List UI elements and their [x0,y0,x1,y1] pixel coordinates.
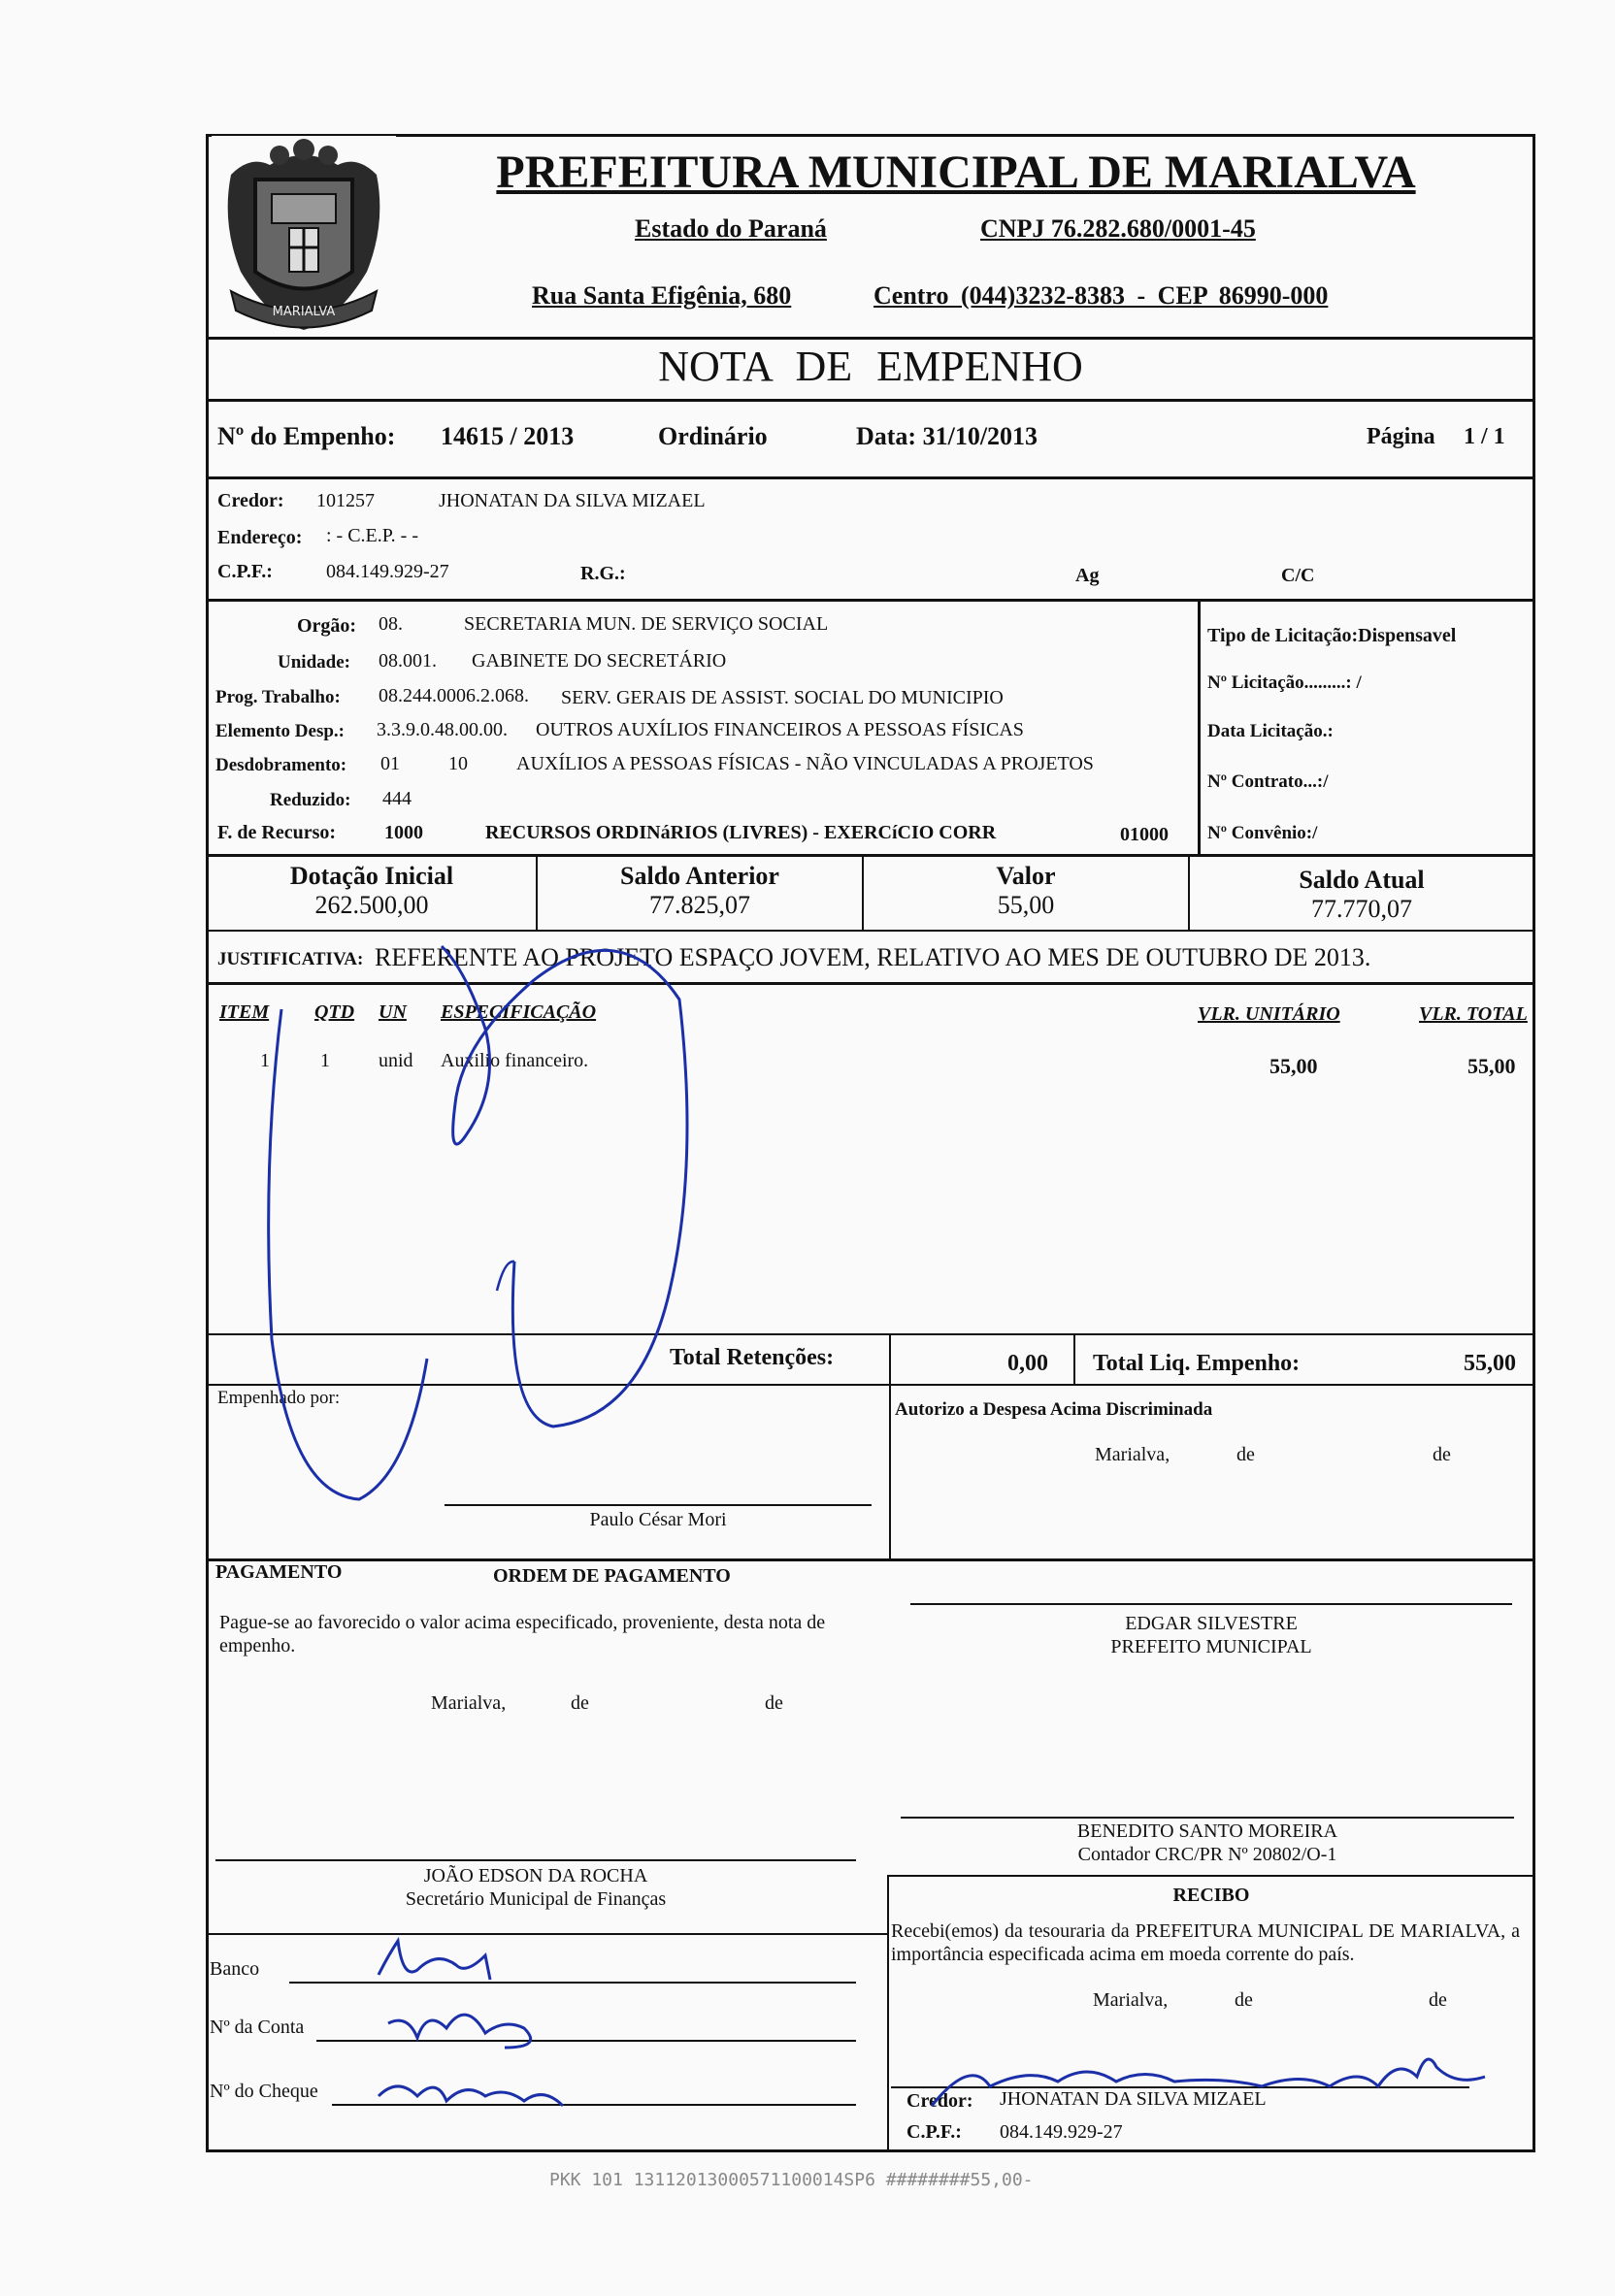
row-qtd: 1 [320,1050,330,1071]
saldo-anterior-value: 77.825,07 [649,891,750,919]
cpf-value: 084.149.929-27 [326,561,449,582]
autorizo-city: Marialva, [1095,1444,1170,1465]
row-valor-total: 55,00 [1467,1054,1516,1078]
data-licitacao: Data Licitação.: [1207,721,1334,741]
orgao-label: Orgão: [297,615,357,637]
row-especificacao: Auxilio financeiro. [441,1050,589,1071]
prog-trabalho-name: SERV. GERAIS DE ASSIST. SOCIAL DO MUNICIPIO [561,687,1004,708]
endereco-value: : - C.E.P. - - [326,525,418,546]
recibo-city: Marialva, [1093,1989,1169,2011]
total-liquido-label: Total Liq. Empenho: [1093,1351,1301,1376]
prog-trabalho-label: Prog. Trabalho: [215,687,341,707]
reduzido-value: 444 [382,788,412,809]
fonte-recurso-name: RECURSOS ORDINáRIOS (LIVRES) - EXERCíCIO CORR [485,822,997,843]
credor-name: JHONATAN DA SILVA MIZAEL [439,490,706,511]
total-retencoes-value: 0,00 [1007,1351,1048,1376]
unidade-code: 08.001. [379,650,437,672]
address-details: Centro (044)3232-8383 - CEP 86990-000 [873,281,1329,310]
empenho-date: Data: 31/10/2013 [856,422,1038,450]
footer-code: PKK 101 13112013000571100014SP6 ########55,00- [549,2170,1034,2190]
row-item: 1 [260,1050,270,1071]
unidade-label: Unidade: [278,652,350,672]
numero-contrato: Nº Contrato...:/ [1207,771,1329,792]
pagamento-label: PAGAMENTO [215,1561,343,1583]
autorizo-text: Autorizo a Despesa Acima Discriminada [895,1399,1213,1420]
row-un: unid [379,1050,413,1071]
page-number: 1 / 1 [1464,424,1505,449]
dotacao-inicial-value: 262.500,00 [314,891,429,919]
recibo-text: Recebi(emos) da tesouraria da PREFEITURA MUNICIPAL DE MARIALVA, a importância especificada acima em moeda corrente do país. [891,1920,1520,1965]
cnpj: CNPJ 76.282.680/0001-45 [980,214,1256,243]
elemento-name: OUTROS AUXÍLIOS FINANCEIROS A PESSOAS FÍSICAS [536,719,1024,740]
cpf-label: C.P.F.: [217,561,273,582]
autorizo-de-1: de [1236,1444,1255,1465]
recibo-de-2: de [1429,1989,1447,2011]
fonte-recurso-num: 01000 [1120,824,1169,845]
empenhado-por-name: Paulo César Mori [589,1509,727,1530]
prefeito-name: EDGAR SILVESTRE [1125,1613,1298,1634]
document-title: NOTA DE EMPENHO [658,343,1083,390]
total-liquido-value: 55,00 [1464,1351,1516,1376]
desdobramento-name: AUXÍLIOS A PESSOAS FÍSICAS - NÃO VINCULADAS A PROJETOS [516,753,1094,774]
prefeito-role: PREFEITO MUNICIPAL [1110,1636,1312,1657]
empenhado-por-label: Empenhado por: [217,1388,341,1408]
contador-name: BENEDITO SANTO MOREIRA [1076,1820,1338,1842]
municipal-crest-logo [212,136,396,340]
desdobramento-label: Desdobramento: [215,755,347,775]
total-retencoes-label: Total Retenções: [670,1345,835,1370]
cc-label: C/C [1281,565,1315,586]
row-valor-unitario: 55,00 [1269,1054,1318,1078]
recibo-title: RECIBO [1172,1885,1250,1906]
banco-label: Banco [210,1958,260,1980]
col-item: ITEM [219,1001,270,1023]
pagamento-de-1: de [571,1692,589,1714]
recibo-de-1: de [1235,1989,1253,2011]
desdobramento-b: 10 [448,753,468,774]
col-valor-unitario: VLR. UNITÁRIO [1198,1003,1340,1025]
empenho-number: 14615 / 2013 [441,422,575,450]
state-name: Estado do Paraná [635,214,827,243]
empenho-number-label: Nº do Empenho: [217,422,396,450]
pagamento-de-2: de [765,1692,783,1714]
col-valor-total: VLR. TOTAL [1419,1003,1528,1025]
ag-label: Ag [1075,565,1100,586]
col-especificacao: ESPECIFICAÇÃO [441,1001,597,1023]
numero-licitacao: Nº Licitação.........: / [1207,672,1362,693]
secretario-name: JOÃO EDSON DA ROCHA [423,1865,648,1886]
numero-conta-label: Nº da Conta [210,2017,305,2038]
desdobramento-a: 01 [380,753,400,774]
reduzido-label: Reduzido: [270,790,351,810]
empenho-type: Ordinário [658,422,768,450]
endereco-label: Endereço: [217,527,303,548]
recibo-cpf-value: 084.149.929-27 [1000,2121,1123,2143]
valor-label: Valor [996,862,1056,890]
secretario-role: Secretário Municipal de Finanças [405,1888,667,1910]
pagamento-text: Pague-se ao favorecido o valor acima especificado, proveniente, desta nota de empenho. [219,1612,826,1656]
justificativa-label: JUSTIFICATIVA: [217,949,364,969]
elemento-label: Elemento Desp.: [215,721,345,741]
justificativa-text: REFERENTE AO PROJETO ESPAÇO JOVEM, RELATIVO AO MES DE OUTUBRO DE 2013. [375,943,1371,971]
orgao-code: 08. [379,613,403,635]
saldo-atual-label: Saldo Atual [1299,866,1425,894]
contador-role: Contador CRC/PR Nº 20802/O-1 [1077,1844,1337,1865]
rg-label: R.G.: [580,563,626,584]
elemento-code: 3.3.9.0.48.00.00. [377,719,508,740]
tipo-licitacao: Tipo de Licitação:Dispensavel [1207,625,1457,646]
credor-code: 101257 [316,490,375,511]
autorizo-de-2: de [1433,1444,1451,1465]
orgao-name: SECRETARIA MUN. DE SERVIÇO SOCIAL [464,613,829,635]
numero-cheque-label: Nº do Cheque [210,2081,318,2102]
col-un: UN [379,1001,407,1023]
valor-value: 55,00 [997,891,1055,919]
unidade-name: GABINETE DO SECRETÁRIO [472,650,727,672]
col-qtd: QTD [314,1001,355,1023]
recibo-credor-label: Credor: [906,2090,973,2112]
page-label: Página [1367,424,1435,449]
recibo-cpf-label: C.P.F.: [906,2121,962,2143]
municipality-title: PREFEITURA MUNICIPAL DE MARIALVA [496,147,1416,198]
fonte-recurso-code: 1000 [384,822,423,843]
ordem-pagamento-label: ORDEM DE PAGAMENTO [493,1565,731,1587]
crest-text: MARIALVA [272,305,336,319]
saldo-anterior-label: Saldo Anterior [620,862,779,890]
street-address: Rua Santa Efigênia, 680 [532,281,792,310]
credor-label: Credor: [217,490,284,511]
saldo-atual-value: 77.770,07 [1311,895,1412,923]
pagamento-city: Marialva, [431,1692,507,1714]
recibo-credor-name: JHONATAN DA SILVA MIZAEL [1000,2088,1267,2110]
numero-convenio: Nº Convênio:/ [1207,823,1318,843]
prog-trabalho-code: 08.244.0006.2.068. [379,685,529,706]
dotacao-inicial-label: Dotação Inicial [289,862,454,890]
fonte-recurso-label: F. de Recurso: [217,822,337,843]
